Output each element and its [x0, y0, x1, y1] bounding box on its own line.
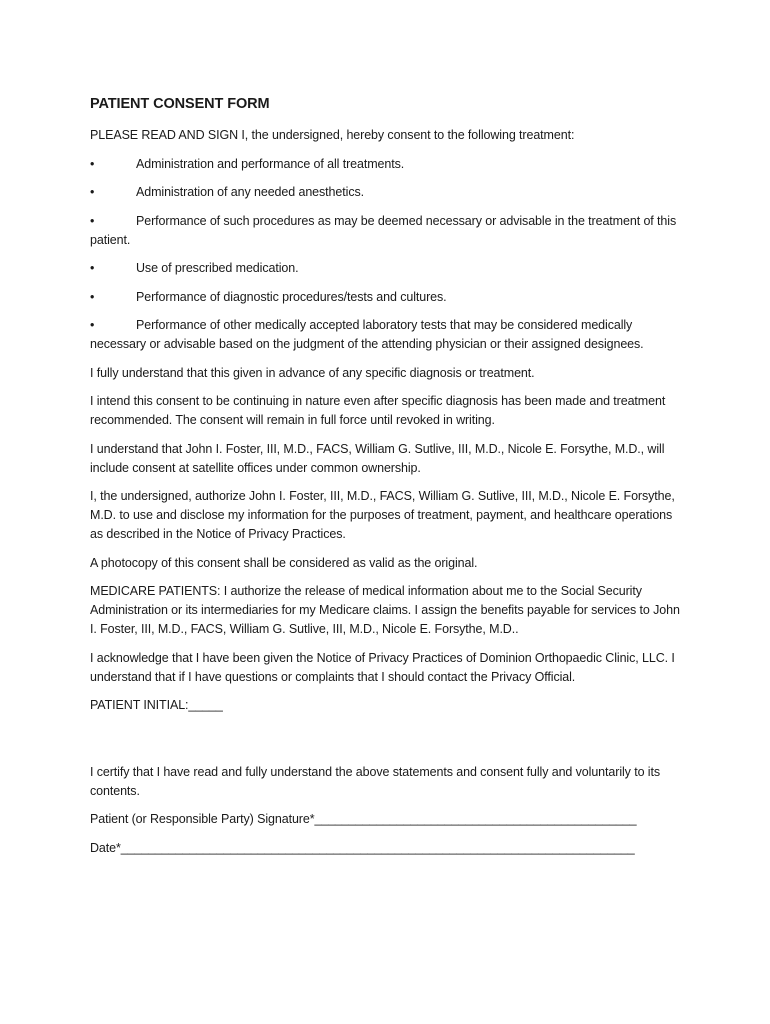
spacer	[90, 725, 680, 763]
bullet-text: Administration of any needed anesthetics.	[136, 185, 364, 199]
signature-field[interactable]: Patient (or Responsible Party) Signature*_______________________________________________	[90, 812, 637, 826]
bullet-text: Use of prescribed medication.	[136, 261, 299, 275]
medicare-paragraph: MEDICARE PATIENTS: I authorize the release of medical information about me to the Social Security Administration or its intermediaries for my Medicare claims. I assign the benefits payable for services to John I. Foster, III, M.D., FACS, William G. Sutlive, III, M.D., Nicole E. Forsythe, M.D..	[90, 584, 680, 636]
bullet-mark: •	[90, 213, 95, 228]
understanding-paragraph: I fully understand that this given in advance of any specific diagnosis or treatment.	[90, 365, 535, 380]
bullet-text: Performance of other medically accepted laboratory tests that may be considered medically necessary or advisable based on the judgment of the attending physician or their assigned designees.	[90, 318, 644, 351]
intro-paragraph: PLEASE READ AND SIGN I, the undersigned, hereby consent to the following treatment:	[90, 128, 575, 142]
bullet-mark: •	[90, 156, 95, 171]
bullet-mark: •	[90, 185, 95, 199]
authorization-paragraph: I, the undersigned, authorize John I. Foster, III, M.D., FACS, William G. Sutlive, III, M.D., Nicole E. Forsythe, M.D. to use and disclose my information for the purposes of treatment, payment, and healthcare operations as described in the Notice of Privacy Practices.	[90, 489, 675, 541]
consent-form-page	[90, 94, 680, 867]
bullet-text: Performance of such procedures as may be deemed necessary or advisable in the treatment of this patient.	[90, 213, 677, 247]
patient-initial-field[interactable]: PATIENT INITIAL:_____	[90, 698, 223, 712]
satellite-offices-paragraph: I understand that John I. Foster, III, M.D., FACS, William G. Sutlive, III, M.D., Nicole E. Forsythe, M.D., will include consent at satellite offices under common ownership.	[90, 441, 665, 475]
bullet-mark: •	[90, 289, 95, 304]
bullet-item-3	[90, 212, 680, 250]
privacy-notice-paragraph: I acknowledge that I have been given the Notice of Privacy Practices of Dominion Orthopaedic Clinic, LLC. I understand that if I have questions or complaints that I should contact the Privacy Official.	[90, 650, 675, 684]
bullet-text: Performance of diagnostic procedures/tests and cultures.	[136, 289, 447, 304]
bullet-item-5	[90, 288, 680, 307]
continuing-consent-paragraph: I intend this consent to be continuing in nature even after specific diagnosis has been made and treatment recommended. The consent will remain in full force until revoked in writing.	[90, 394, 666, 427]
bullet-item-2	[90, 183, 680, 202]
bullet-item-4	[90, 259, 680, 278]
bullet-item-6	[90, 316, 680, 354]
certify-paragraph: I certify that I have read and fully understand the above statements and consent fully and voluntarily to its contents.	[90, 764, 660, 798]
photocopy-paragraph: A photocopy of this consent shall be considered as valid as the original.	[90, 555, 478, 570]
bullet-mark: •	[90, 261, 95, 275]
bullet-mark: •	[90, 318, 95, 332]
date-field[interactable]: Date*___________________________________________________________________________	[90, 840, 635, 855]
bullet-text: Administration and performance of all treatments.	[136, 156, 405, 171]
bullet-item-1	[90, 155, 680, 174]
form-title: PATIENT CONSENT FORM	[90, 96, 270, 112]
